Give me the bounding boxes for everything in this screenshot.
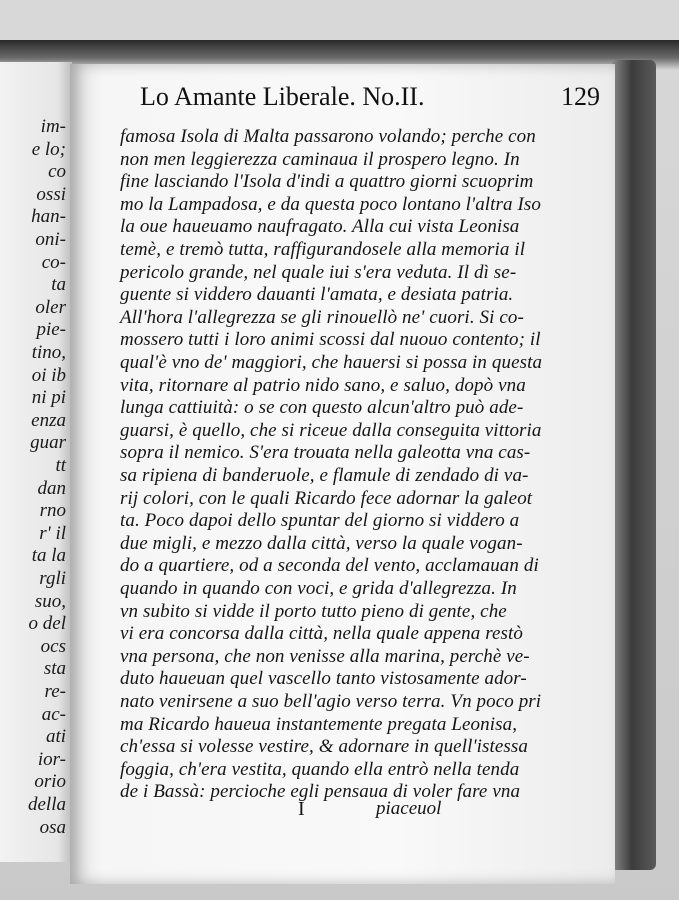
text-line: guente si viddero dauanti l'amata, e desiata patria. (120, 284, 514, 306)
text-line: foggia, ch'era vestita, quando ella entrò nella tenda (120, 758, 520, 780)
left-page-fragment: suo, (34, 590, 66, 612)
right-page (70, 64, 615, 884)
left-page-fragment: han- (31, 206, 66, 228)
book-cover-edge (612, 60, 656, 870)
left-page-fragment: ocs (40, 635, 66, 657)
text-line: due migli, e mezzo dalla città, verso la quale vogan- (120, 532, 523, 554)
left-page-fragment: osa (39, 816, 66, 838)
left-page-fragment: ta la (31, 545, 66, 567)
left-page-fragment: dan (37, 477, 66, 499)
text-line: guarsi, è quello, che si riceue dalla conseguita vittoria (120, 419, 542, 441)
left-page-fragment: e lo; (31, 138, 66, 160)
left-page-fragment: ati (45, 726, 66, 748)
left-page-fragment: ni pi (31, 387, 66, 409)
text-line: fine lasciando l'Isola d'indi a quattro giorni scuoprim (120, 171, 534, 193)
text-line: vna persona, che non venisse alla marina, perchè ve- (120, 645, 530, 667)
left-page-fragment: o del (28, 613, 66, 635)
left-page-fragment: pie- (36, 319, 66, 341)
body-text (70, 64, 615, 884)
text-line: vi era concorsa dalla città, nella quale appena restò (120, 623, 524, 645)
left-page-fragment: rno (39, 500, 66, 522)
left-page-fragment: im- (40, 116, 66, 137)
left-page-fragment: r' il (39, 522, 66, 544)
left-page-fragment: co- (41, 251, 66, 273)
signature-mark: I (298, 798, 305, 820)
left-page-fragment: tino, (31, 342, 66, 363)
text-line: non men leggierezza caminaua il prospero legno. In (120, 148, 520, 170)
header-title: Lo Amante Liberale. No.II. (140, 82, 425, 111)
text-line: sopra il nemico. S'era trouata nella galeotta vna cas- (120, 442, 531, 464)
text-line: famosa Isola di Malta passarono volando; perche con (120, 126, 536, 147)
left-page-fragment: orio (34, 771, 66, 793)
text-line: duto haueuan quel vascello tanto vistosamente ador- (120, 668, 527, 690)
left-page-fragment: enza (31, 409, 66, 431)
left-page (0, 62, 72, 862)
left-page-fragment: ac- (41, 703, 66, 725)
text-line: lunga cattiuità: o se con questo alcun'altro può ade- (120, 397, 524, 419)
text-line: ch'essa si volesse vestire, & adornare in quell'istessa (120, 736, 528, 758)
text-line: vita, ritornare al patrio nido sano, e saluo, dopò vna (120, 374, 526, 396)
left-page-fragment: ta (51, 274, 66, 296)
left-page-fragment: oni- (35, 229, 66, 250)
left-page-fragment: ossi (36, 183, 66, 205)
text-line: mossero tutti i loro animi scossi dal nuouo contento; il (120, 329, 541, 351)
text-line: qual'è vno de' maggiori, che hauersi si possa in questa (120, 352, 543, 373)
text-line: la oue haueuamo naufragato. Alla cui vista Leonisa (120, 216, 520, 238)
left-page-fragment: oi ib (31, 364, 66, 386)
left-page-fragment: tt (55, 455, 66, 476)
text-line: sa ripiena di banderuole, e flamule di zendado di va- (120, 465, 529, 486)
text-line: rij colori, con le quali Ricardo fece adornar la galeot (120, 487, 533, 509)
text-line: quando in quando con voci, e grida d'allegrezza. In (120, 578, 517, 599)
text-line: temè, e tremò tutta, raffigurandosele alla memoria il (120, 239, 526, 260)
left-page-fragment: co (48, 161, 66, 183)
text-line: ta. Poco dapoi dello spuntar del giorno si viddero a (120, 510, 520, 532)
text-line: All'hora l'allegrezza se gli rinouellò ne' cuori. Si co- (120, 306, 524, 328)
left-page-fragment: guar (30, 432, 66, 454)
text-line: do a quartiere, od a seconda del vento, acclamauan di (120, 555, 539, 577)
left-page-fragment: rgli (39, 568, 66, 589)
left-page-fragment: oler (35, 296, 66, 318)
text-line: vn subito si vidde il porto tutto pieno di gente, che (120, 600, 507, 622)
catchword: piaceuol (376, 798, 442, 819)
left-page-fragment: della (28, 794, 66, 815)
left-page-fragment: ior- (37, 748, 66, 770)
left-page-fragment: re- (44, 681, 66, 702)
text-line: nato venirsene a suo bell'agio verso terra. Vn poco pri (120, 691, 542, 712)
text-line: ma Ricardo haueua instantemente pregata Leonisa, (120, 713, 518, 735)
left-page-fragment: sta (43, 658, 66, 680)
page-number: 129 (561, 82, 600, 111)
text-line: de i Bassà: percioche egli pensaua di voler fare vna (120, 781, 521, 803)
text-line: mo la Lampadosa, e da questa poco lontano l'altra Iso (120, 193, 542, 215)
text-line: pericolo grande, nel quale iui s'era veduta. Il dì se- (120, 261, 517, 283)
